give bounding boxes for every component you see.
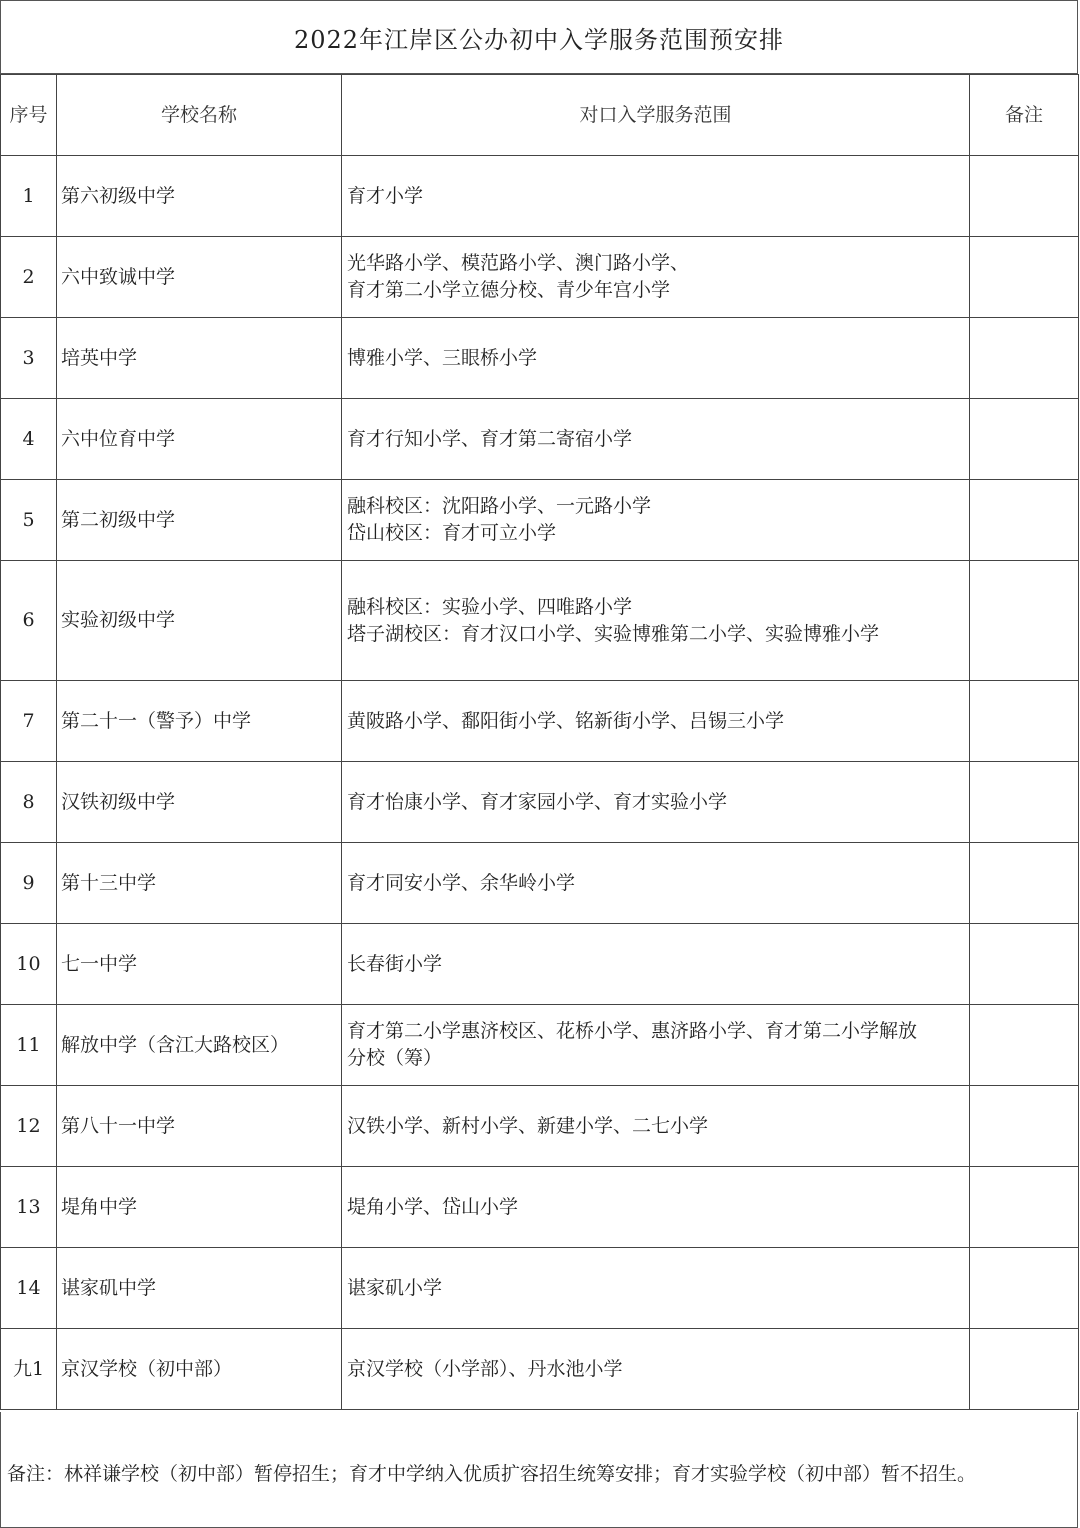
row-service-range xyxy=(342,843,970,924)
row-service-range xyxy=(342,480,970,561)
row-note xyxy=(970,318,1079,399)
row-service-range xyxy=(342,399,970,480)
service-range-line: 黄陂路小学、鄱阳街小学、铭新街小学、吕锡三小学 xyxy=(347,709,785,732)
row-service-range xyxy=(342,1167,970,1248)
row-note xyxy=(970,843,1079,924)
service-range-line: 育才第二小学立德分校、青少年宫小学 xyxy=(347,279,671,301)
row-seq: 13 xyxy=(1,1167,57,1248)
row-service-range xyxy=(342,1005,970,1086)
row-seq: 1 xyxy=(1,156,57,237)
row-service-range xyxy=(342,681,970,762)
table-row xyxy=(1,399,1079,480)
row-school-name: 解放中学（含江大路校区） xyxy=(57,1005,342,1086)
table-row xyxy=(1,318,1079,399)
table-row xyxy=(1,1329,1079,1410)
table-row xyxy=(1,1248,1079,1329)
header-school: 学校名称 xyxy=(57,75,342,156)
row-seq: 12 xyxy=(1,1086,57,1167)
row-seq: 5 xyxy=(1,480,57,561)
row-school-name: 第二初级中学 xyxy=(57,480,342,561)
header-range: 对口入学服务范围 xyxy=(342,75,970,156)
row-service-range xyxy=(342,1086,970,1167)
row-service-range xyxy=(342,924,970,1005)
row-seq: 9 xyxy=(1,843,57,924)
row-school-name: 实验初级中学 xyxy=(57,561,342,681)
row-school-name: 七一中学 xyxy=(57,924,342,1005)
row-note xyxy=(970,762,1079,843)
service-range-line: 汉铁小学、新村小学、新建小学、二七小学 xyxy=(347,1114,709,1137)
table-row xyxy=(1,1005,1079,1086)
table-body xyxy=(1,156,1079,1410)
row-note xyxy=(970,237,1079,318)
row-note xyxy=(970,1329,1079,1410)
service-range-line: 岱山校区：育才可立小学 xyxy=(347,522,557,544)
row-seq: 6 xyxy=(1,561,57,681)
row-school-name: 第二十一（警予）中学 xyxy=(57,681,342,762)
row-service-range xyxy=(342,156,970,237)
row-seq: 14 xyxy=(1,1248,57,1329)
row-school-name: 第十三中学 xyxy=(57,843,342,924)
row-service-range xyxy=(342,1248,970,1329)
row-note xyxy=(970,399,1079,480)
row-seq: 11 xyxy=(1,1005,57,1086)
row-note xyxy=(970,1005,1079,1086)
service-range-line: 育才小学 xyxy=(347,184,424,207)
row-service-range xyxy=(342,1329,970,1410)
row-service-range xyxy=(342,561,970,681)
service-range-line: 长春街小学 xyxy=(347,952,443,975)
header-seq: 序号 xyxy=(1,75,57,156)
row-note xyxy=(970,1086,1079,1167)
row-school-name: 培英中学 xyxy=(57,318,342,399)
service-range-line: 塔子湖校区：育才汉口小学、实验博雅第二小学、实验博雅小学 xyxy=(347,622,880,645)
service-range-line: 光华路小学、模范路小学、澳门路小学、 xyxy=(347,252,690,274)
service-range-line: 融科校区：沈阳路小学、一元路小学 xyxy=(347,495,652,517)
page-title: 2022年江岸区公办初中入学服务范围预安排 xyxy=(0,0,1078,74)
row-school-name: 六中位育中学 xyxy=(57,399,342,480)
service-range-line: 育才怡康小学、育才家园小学、育才实验小学 xyxy=(347,790,728,813)
admission-table xyxy=(0,74,1079,1410)
row-seq: 4 xyxy=(1,399,57,480)
service-range-line: 育才同安小学、余华岭小学 xyxy=(347,871,576,894)
service-range-line: 育才第二小学惠济校区、花桥小学、惠济路小学、育才第二小学解放 xyxy=(347,1020,918,1042)
row-school-name: 第六初级中学 xyxy=(57,156,342,237)
row-service-range xyxy=(342,237,970,318)
row-seq: 2 xyxy=(1,237,57,318)
row-note xyxy=(970,561,1079,681)
table-header-row xyxy=(1,75,1079,156)
service-range-line: 融科校区：实验小学、四唯路小学 xyxy=(347,595,633,618)
row-service-range xyxy=(342,762,970,843)
row-seq: 10 xyxy=(1,924,57,1005)
table-row xyxy=(1,561,1079,681)
service-range-line: 育才行知小学、育才第二寄宿小学 xyxy=(347,427,633,450)
row-note xyxy=(970,480,1079,561)
table-row xyxy=(1,924,1079,1005)
service-range-line: 分校（筹） xyxy=(347,1047,443,1069)
row-seq: 3 xyxy=(1,318,57,399)
header-note: 备注 xyxy=(970,75,1079,156)
table-row xyxy=(1,1086,1079,1167)
table-row xyxy=(1,156,1079,237)
table-row xyxy=(1,843,1079,924)
row-school-name: 汉铁初级中学 xyxy=(57,762,342,843)
table-row xyxy=(1,480,1079,561)
row-service-range xyxy=(342,318,970,399)
service-range-line: 堤角小学、岱山小学 xyxy=(347,1195,519,1218)
row-school-name: 堤角中学 xyxy=(57,1167,342,1248)
service-range-line: 京汉学校（小学部）、丹水池小学 xyxy=(347,1357,623,1380)
service-range-line: 谌家矶小学 xyxy=(347,1276,443,1299)
table-row xyxy=(1,1167,1079,1248)
row-school-name: 六中致诚中学 xyxy=(57,237,342,318)
row-note xyxy=(970,156,1079,237)
table-row xyxy=(1,681,1079,762)
row-note xyxy=(970,1167,1079,1248)
row-school-name: 第八十一中学 xyxy=(57,1086,342,1167)
row-seq: 8 xyxy=(1,762,57,843)
table-row xyxy=(1,762,1079,843)
row-seq: 7 xyxy=(1,681,57,762)
row-school-name: 京汉学校（初中部） xyxy=(57,1329,342,1410)
row-note xyxy=(970,681,1079,762)
row-note xyxy=(970,1248,1079,1329)
table-row xyxy=(1,237,1079,318)
row-note xyxy=(970,924,1079,1005)
row-school-name: 谌家矶中学 xyxy=(57,1248,342,1329)
row-seq: 九1 xyxy=(1,1329,57,1410)
service-range-line: 博雅小学、三眼桥小学 xyxy=(347,346,538,369)
footer-note: 备注：林祥谦学校（初中部）暂停招生；育才中学纳入优质扩容招生统筹安排；育才实验学校（初中部）暂不招生。 xyxy=(0,1412,1078,1528)
